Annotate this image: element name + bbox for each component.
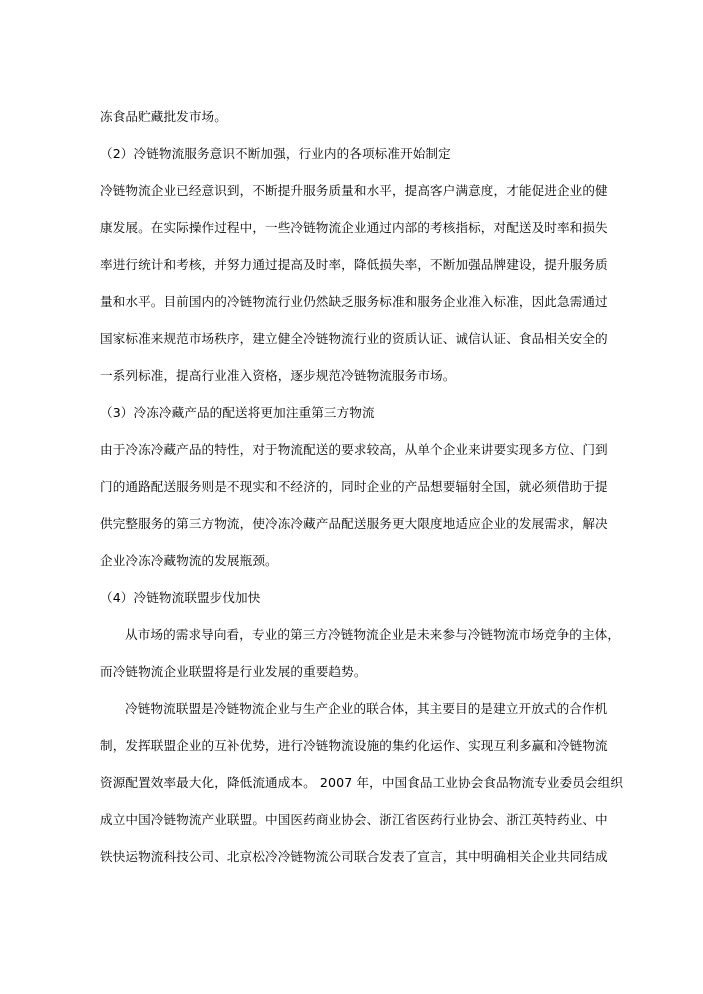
text-line: 康发展。在实际操作过程中，一些冷链物流企业通过内部的考核指标，对配送及时率和损失 [100,220,608,235]
section-heading: （3）冷冻冷藏产品的配送将更加注重第三方物流 [100,405,375,420]
text-line: 企业冷冻冷藏物流的发展瓶颈。 [100,553,278,568]
text-line: 从市场的需求导向看，专业的第三方冷链物流企业是未来参与冷链物流市场竞争的主体， [125,627,621,642]
text-line: 铁快运物流科技公司、北京松冷冷链物流公司联合发表了宣言，其中明确相关企业共同结成 [100,849,608,864]
text-line: 冻食品贮藏批发市场。 [100,109,227,124]
text-line: 成立中国冷链物流产业联盟。中国医药商业协会、浙江省医药行业协会、浙江英特药业、中 [100,812,608,827]
section-heading: （4）冷链物流联盟步伐加快 [100,590,261,605]
text-line: 冷链物流企业已经意识到，不断提升服务质量和水平，提高客户满意度，才能促进企业的健 [100,183,608,198]
text-line: 一系列标准，提高行业准入资格，逐步规范冷链物流服务市场。 [100,368,456,383]
text-line: 资源配置效率最大化，降低流通成本。 2007 年，中国食品工业协会食品物流专业委员会组织 [100,775,624,790]
text-line: 制，发挥联盟企业的互补优势，进行冷链物流设施的集约化运作、实现互利多赢和冷链物流 [100,738,608,753]
text-line: 门的通路配送服务则是不现实和不经济的，同时企业的产品想要辐射全国，就必须借助于提 [100,479,608,494]
section-heading: （2）冷链物流服务意识不断加强，行业内的各项标准开始制定 [100,146,451,161]
text-line: 量和水平。目前国内的冷链物流行业仍然缺乏服务标准和服务企业准入标准，因此急需通过 [100,294,608,309]
text-line: 由于冷冻冷藏产品的特性，对于物流配送的要求较高，从单个企业来讲要实现多方位、门到 [100,442,608,457]
text-line: 供完整服务的第三方物流，使冷冻冷藏产品配送服务更大限度地适应企业的发展需求，解决 [100,516,608,531]
text-line: 而冷链物流企业联盟将是行业发展的重要趋势。 [100,664,367,679]
text-line: 冷链物流联盟是冷链物流企业与生产企业的联合体，其主要目的是建立开放式的合作机 [125,701,608,716]
text-line: 国家标准来规范市场秩序，建立健全冷链物流行业的资质认证、诚信认证、食品相关安全的 [100,331,608,346]
text-line: 率进行统计和考核，并努力通过提高及时率，降低损失率，不断加强品牌建设，提升服务质 [100,257,608,272]
